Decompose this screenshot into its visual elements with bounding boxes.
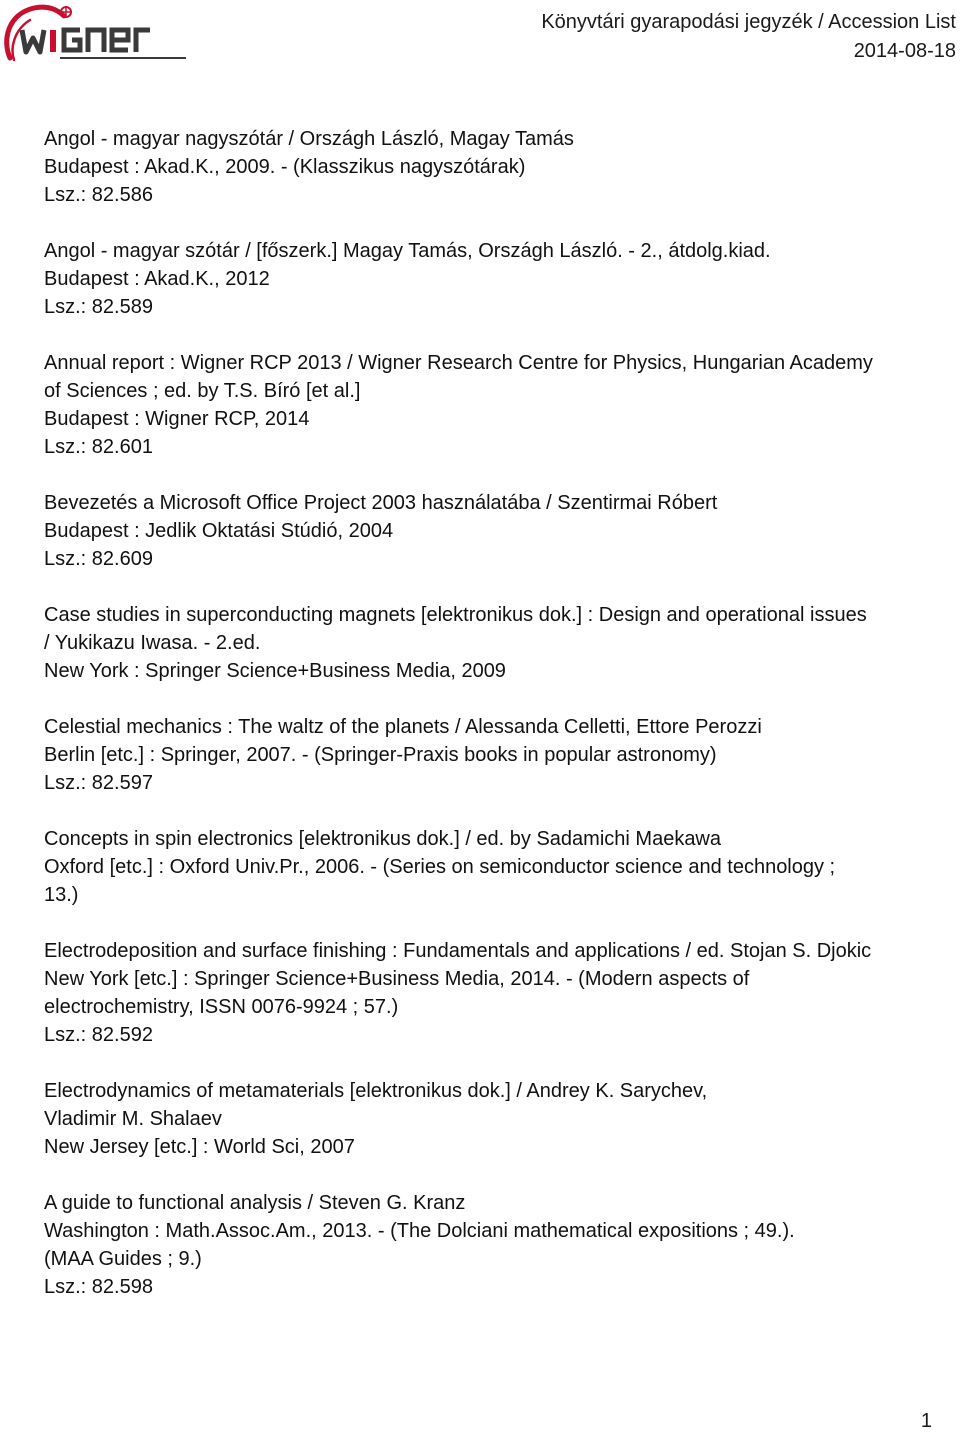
record-line: Budapest : Akad.K., 2009. - (Klasszikus nagyszótárak)	[44, 156, 526, 178]
record-line: Lsz.: 82.597	[44, 772, 153, 794]
record-line: Electrodeposition and surface finishing : Fundamentals and applications / ed. Stojan S. Djokic	[44, 940, 872, 962]
record-line: Vladimir M. Shalaev	[44, 1108, 222, 1130]
record-line: Budapest : Wigner RCP, 2014	[44, 408, 310, 430]
record-item	[44, 713, 934, 797]
record-line: Electrodynamics of metamaterials [elektronikus dok.] / Andrey K. Sarychev,	[44, 1080, 708, 1102]
record-line: New York : Springer Science+Business Media, 2009	[44, 660, 506, 682]
record-line: Budapest : Jedlik Oktatási Stúdió, 2004	[44, 520, 394, 542]
record-item	[44, 489, 934, 573]
page-number: 1	[920, 1410, 932, 1432]
record-line: New Jersey [etc.] : World Sci, 2007	[44, 1136, 355, 1158]
wigner-logo	[0, 0, 200, 72]
record-item	[44, 125, 934, 209]
list-title: Könyvtári gyarapodási jegyzék / Accession List	[541, 11, 956, 33]
record-line: A guide to functional analysis / Steven G. Kranz	[44, 1192, 466, 1214]
record-item	[44, 937, 934, 1049]
record-line: Lsz.: 82.586	[44, 184, 153, 206]
record-line: Lsz.: 82.601	[44, 436, 153, 458]
record-item	[44, 1189, 934, 1301]
list-date: 2014-08-18	[853, 40, 956, 62]
record-line: New York [etc.] : Springer Science+Business Media, 2014. - (Modern aspects of	[44, 968, 750, 990]
record-line: Washington : Math.Assoc.Am., 2013. - (The Dolciani mathematical expositions ; 49.).	[44, 1220, 795, 1242]
record-line: / Yukikazu Iwasa. - 2.ed.	[44, 632, 261, 654]
record-line: of Sciences ; ed. by T.S. Bíró [et al.]	[44, 380, 361, 402]
record-line: Lsz.: 82.592	[44, 1024, 153, 1046]
record-line: Budapest : Akad.K., 2012	[44, 268, 270, 290]
record-line: (MAA Guides ; 9.)	[44, 1248, 202, 1270]
record-item	[44, 237, 934, 321]
record-item	[44, 349, 934, 461]
record-line: Oxford [etc.] : Oxford Univ.Pr., 2006. - (Series on semiconductor science and technology ;	[44, 856, 836, 878]
record-item	[44, 601, 934, 685]
record-line: Bevezetés a Microsoft Office Project 2003 használatába / Szentirmai Róbert	[44, 492, 718, 514]
record-line: 13.)	[44, 884, 79, 906]
record-line: Angol - magyar nagyszótár / Országh László, Magay Tamás	[44, 128, 574, 150]
record-line: Annual report : Wigner RCP 2013 / Wigner Research Centre for Physics, Hungarian Academy	[44, 352, 873, 374]
record-line: Concepts in spin electronics [elektronikus dok.] / ed. by Sadamichi Maekawa	[44, 828, 722, 850]
accession-records	[44, 125, 934, 1329]
record-item	[44, 825, 934, 909]
header	[541, 8, 956, 66]
record-line: Celestial mechanics : The waltz of the planets / Alessanda Celletti, Ettore Perozzi	[44, 716, 762, 738]
record-line: electrochemistry, ISSN 0076-9924 ; 57.)	[44, 996, 399, 1018]
record-line: Lsz.: 82.598	[44, 1276, 153, 1298]
record-line: Case studies in superconducting magnets [elektronikus dok.] : Design and operational issues	[44, 604, 867, 626]
record-line: Angol - magyar szótár / [főszerk.] Magay Tamás, Országh László. - 2., átdolg.kiad.	[44, 240, 771, 262]
record-line: Lsz.: 82.609	[44, 548, 153, 570]
record-item	[44, 1077, 934, 1161]
record-line: Berlin [etc.] : Springer, 2007. - (Springer-Praxis books in popular astronomy)	[44, 744, 717, 766]
record-line: Lsz.: 82.589	[44, 296, 153, 318]
